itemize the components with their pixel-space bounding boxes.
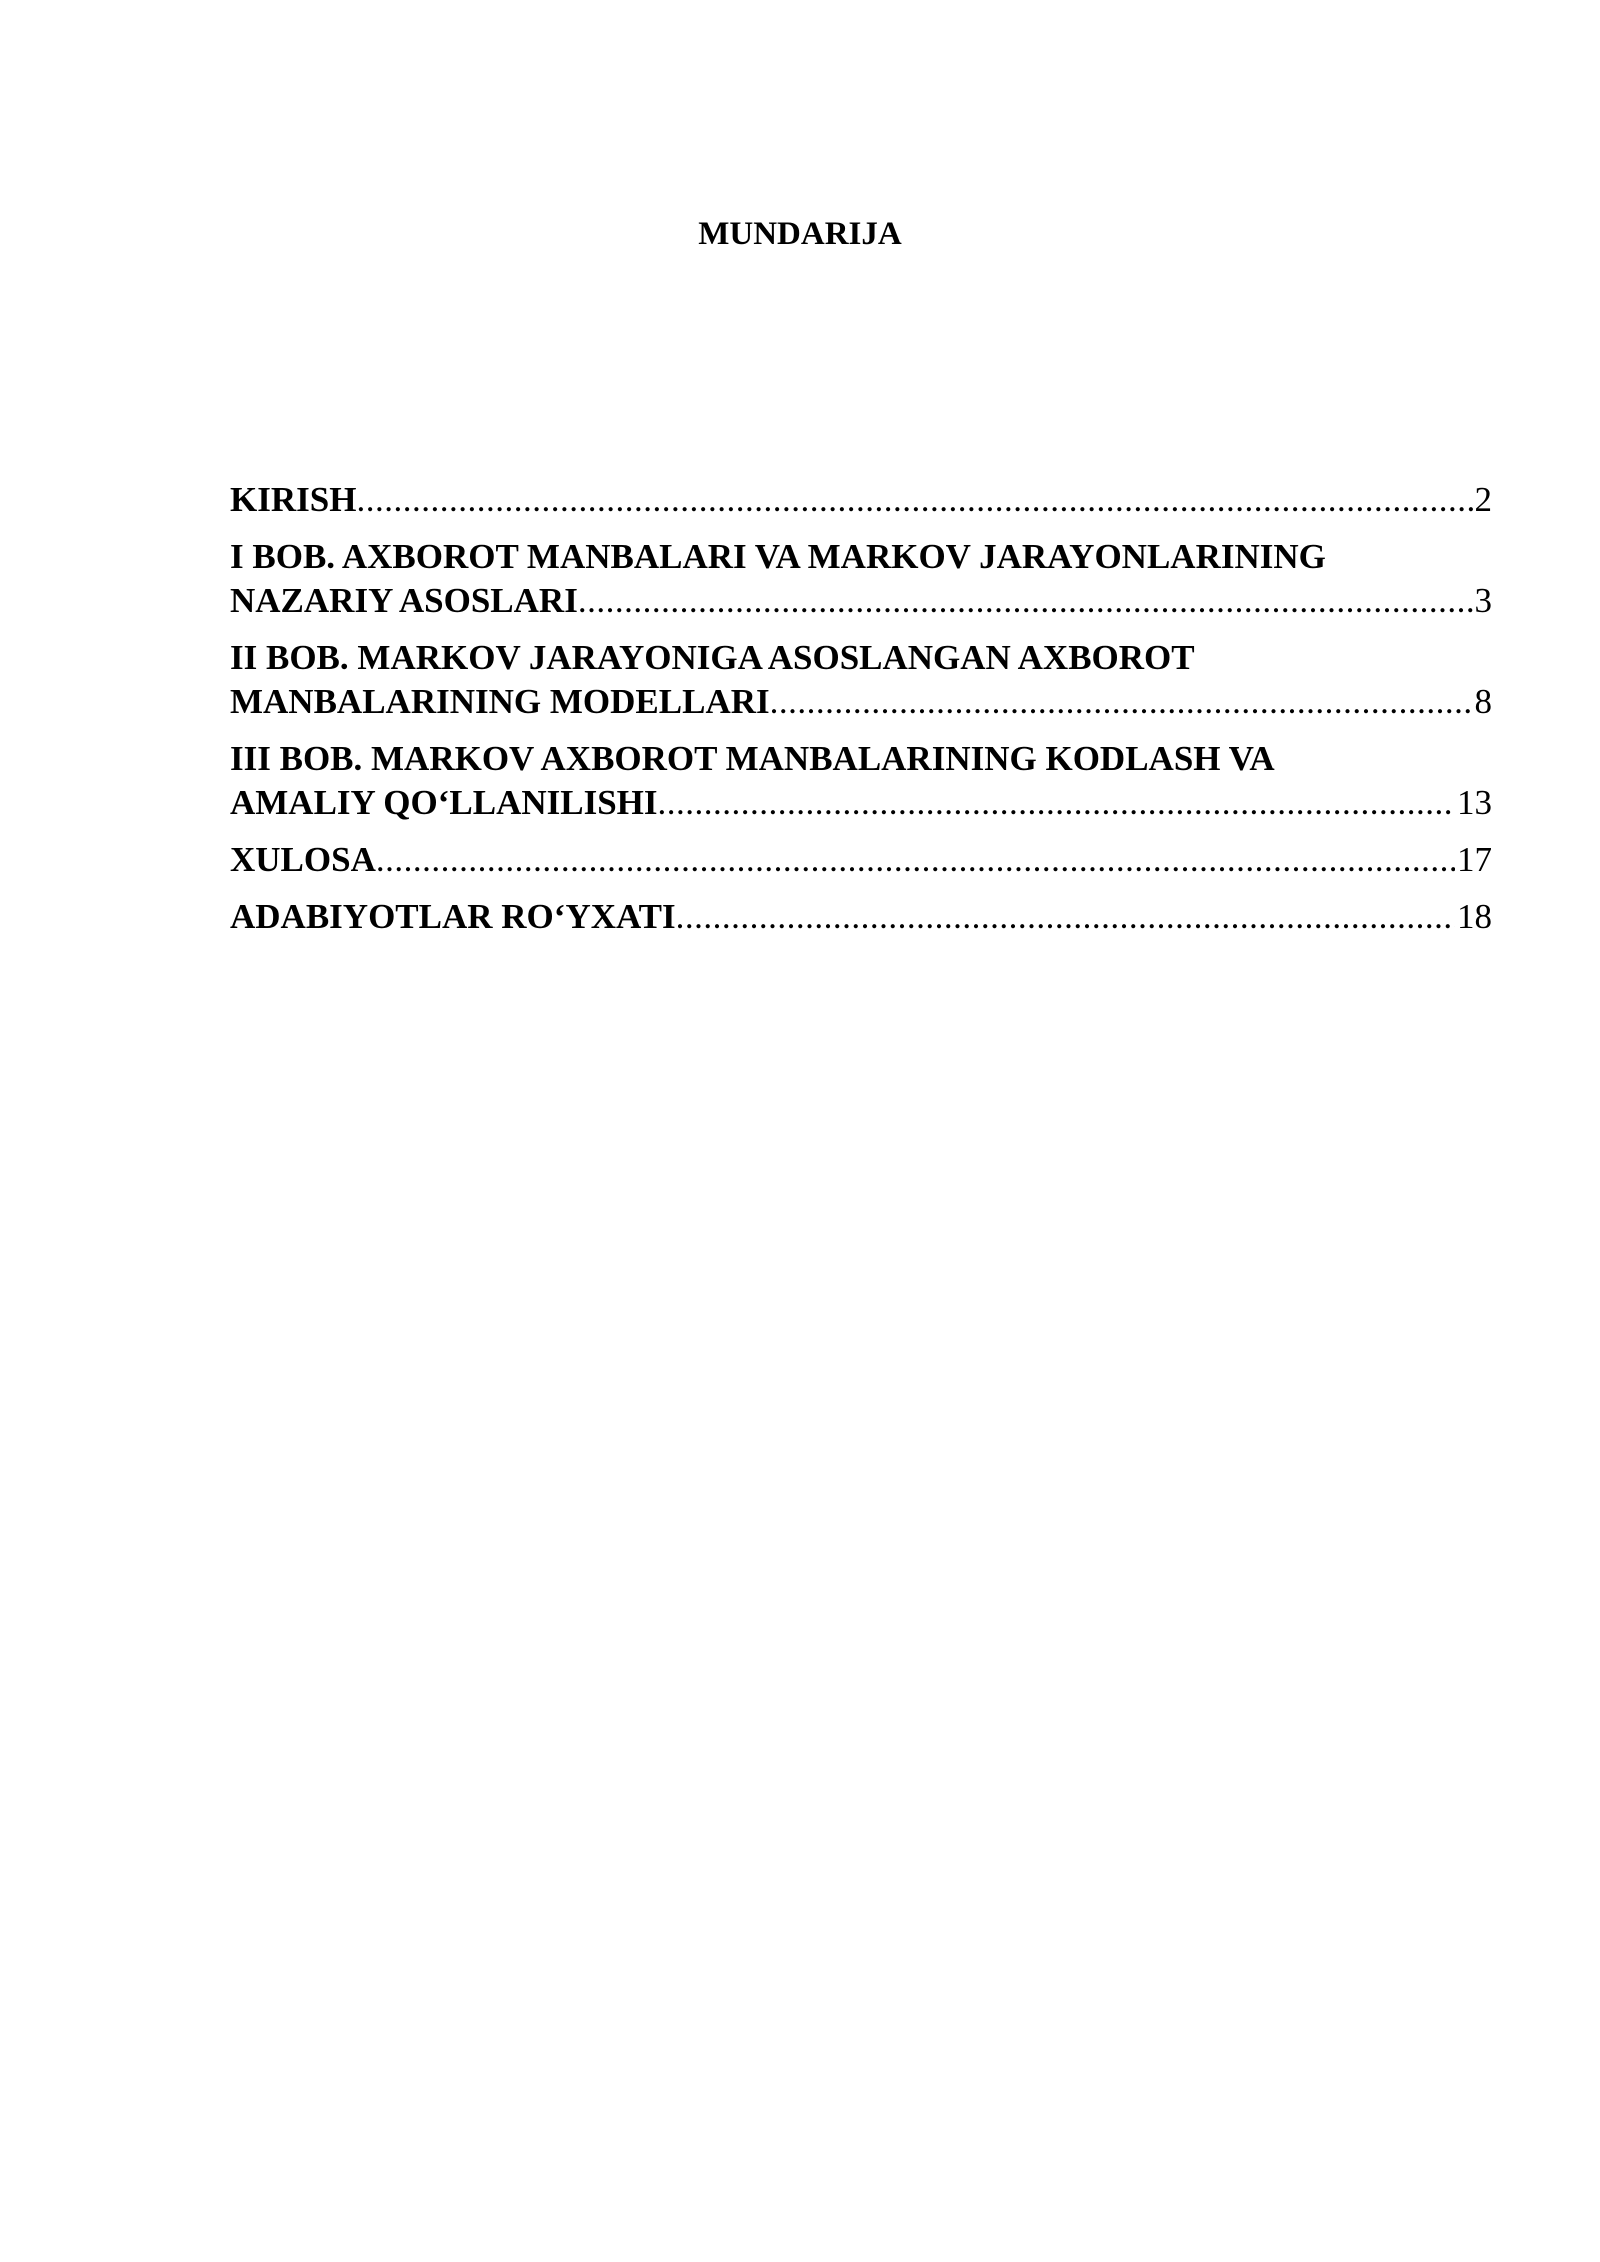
toc-entry-title: I BOB. AXBOROT MANBALARI VA MARKOV JARAYONLARINING [230, 537, 1326, 576]
toc-entry-title: XULOSA [230, 840, 376, 879]
toc-entry-title: KIRISH [230, 480, 357, 519]
toc-entry-chapter-1[interactable] [230, 535, 1492, 623]
toc-line [230, 737, 1492, 781]
dot-leader [676, 895, 1455, 939]
dot-leader [770, 680, 1473, 724]
toc-page-number: 8 [1474, 682, 1492, 721]
toc-entry-title: II BOB. MARKOV JARAYONIGA ASOSLANGAN AXBOROT [230, 638, 1195, 677]
toc-line [230, 838, 1492, 882]
toc-line [230, 895, 1492, 939]
toc-entry-title-continued: MANBALARINING MODELLARI [230, 682, 770, 721]
toc-page-number: 18 [1457, 897, 1492, 936]
dot-leader [658, 781, 1455, 825]
dot-leader [578, 579, 1473, 623]
toc-line [230, 535, 1492, 579]
toc-entry-references[interactable] [230, 895, 1492, 939]
toc-entry-title-continued: NAZARIY ASOSLARI [230, 581, 578, 620]
toc-entry-title-continued: AMALIY QO‘LLANILISHI [230, 783, 658, 822]
page-title: MUNDARIJA [698, 216, 902, 252]
toc-entry-chapter-3[interactable] [230, 737, 1492, 825]
toc-entry-xulosa[interactable] [230, 838, 1492, 882]
toc-entry-title: ADABIYOTLAR RO‘YXATI [230, 897, 676, 936]
toc-entry-chapter-2[interactable] [230, 636, 1492, 724]
table-of-contents [230, 478, 1492, 952]
toc-line [230, 478, 1492, 522]
toc-line [230, 680, 1492, 724]
toc-page-number: 2 [1474, 480, 1492, 519]
toc-page-number: 17 [1457, 840, 1492, 879]
toc-line [230, 579, 1492, 623]
toc-line [230, 781, 1492, 825]
toc-entry-title: III BOB. MARKOV AXBOROT MANBALARINING KODLASH VA [230, 739, 1275, 778]
toc-entry-kirish[interactable] [230, 478, 1492, 522]
toc-line [230, 636, 1492, 680]
dot-leader [356, 478, 1472, 522]
dot-leader [376, 838, 1455, 882]
toc-page-number: 13 [1457, 783, 1492, 822]
toc-page-number: 3 [1474, 581, 1492, 620]
